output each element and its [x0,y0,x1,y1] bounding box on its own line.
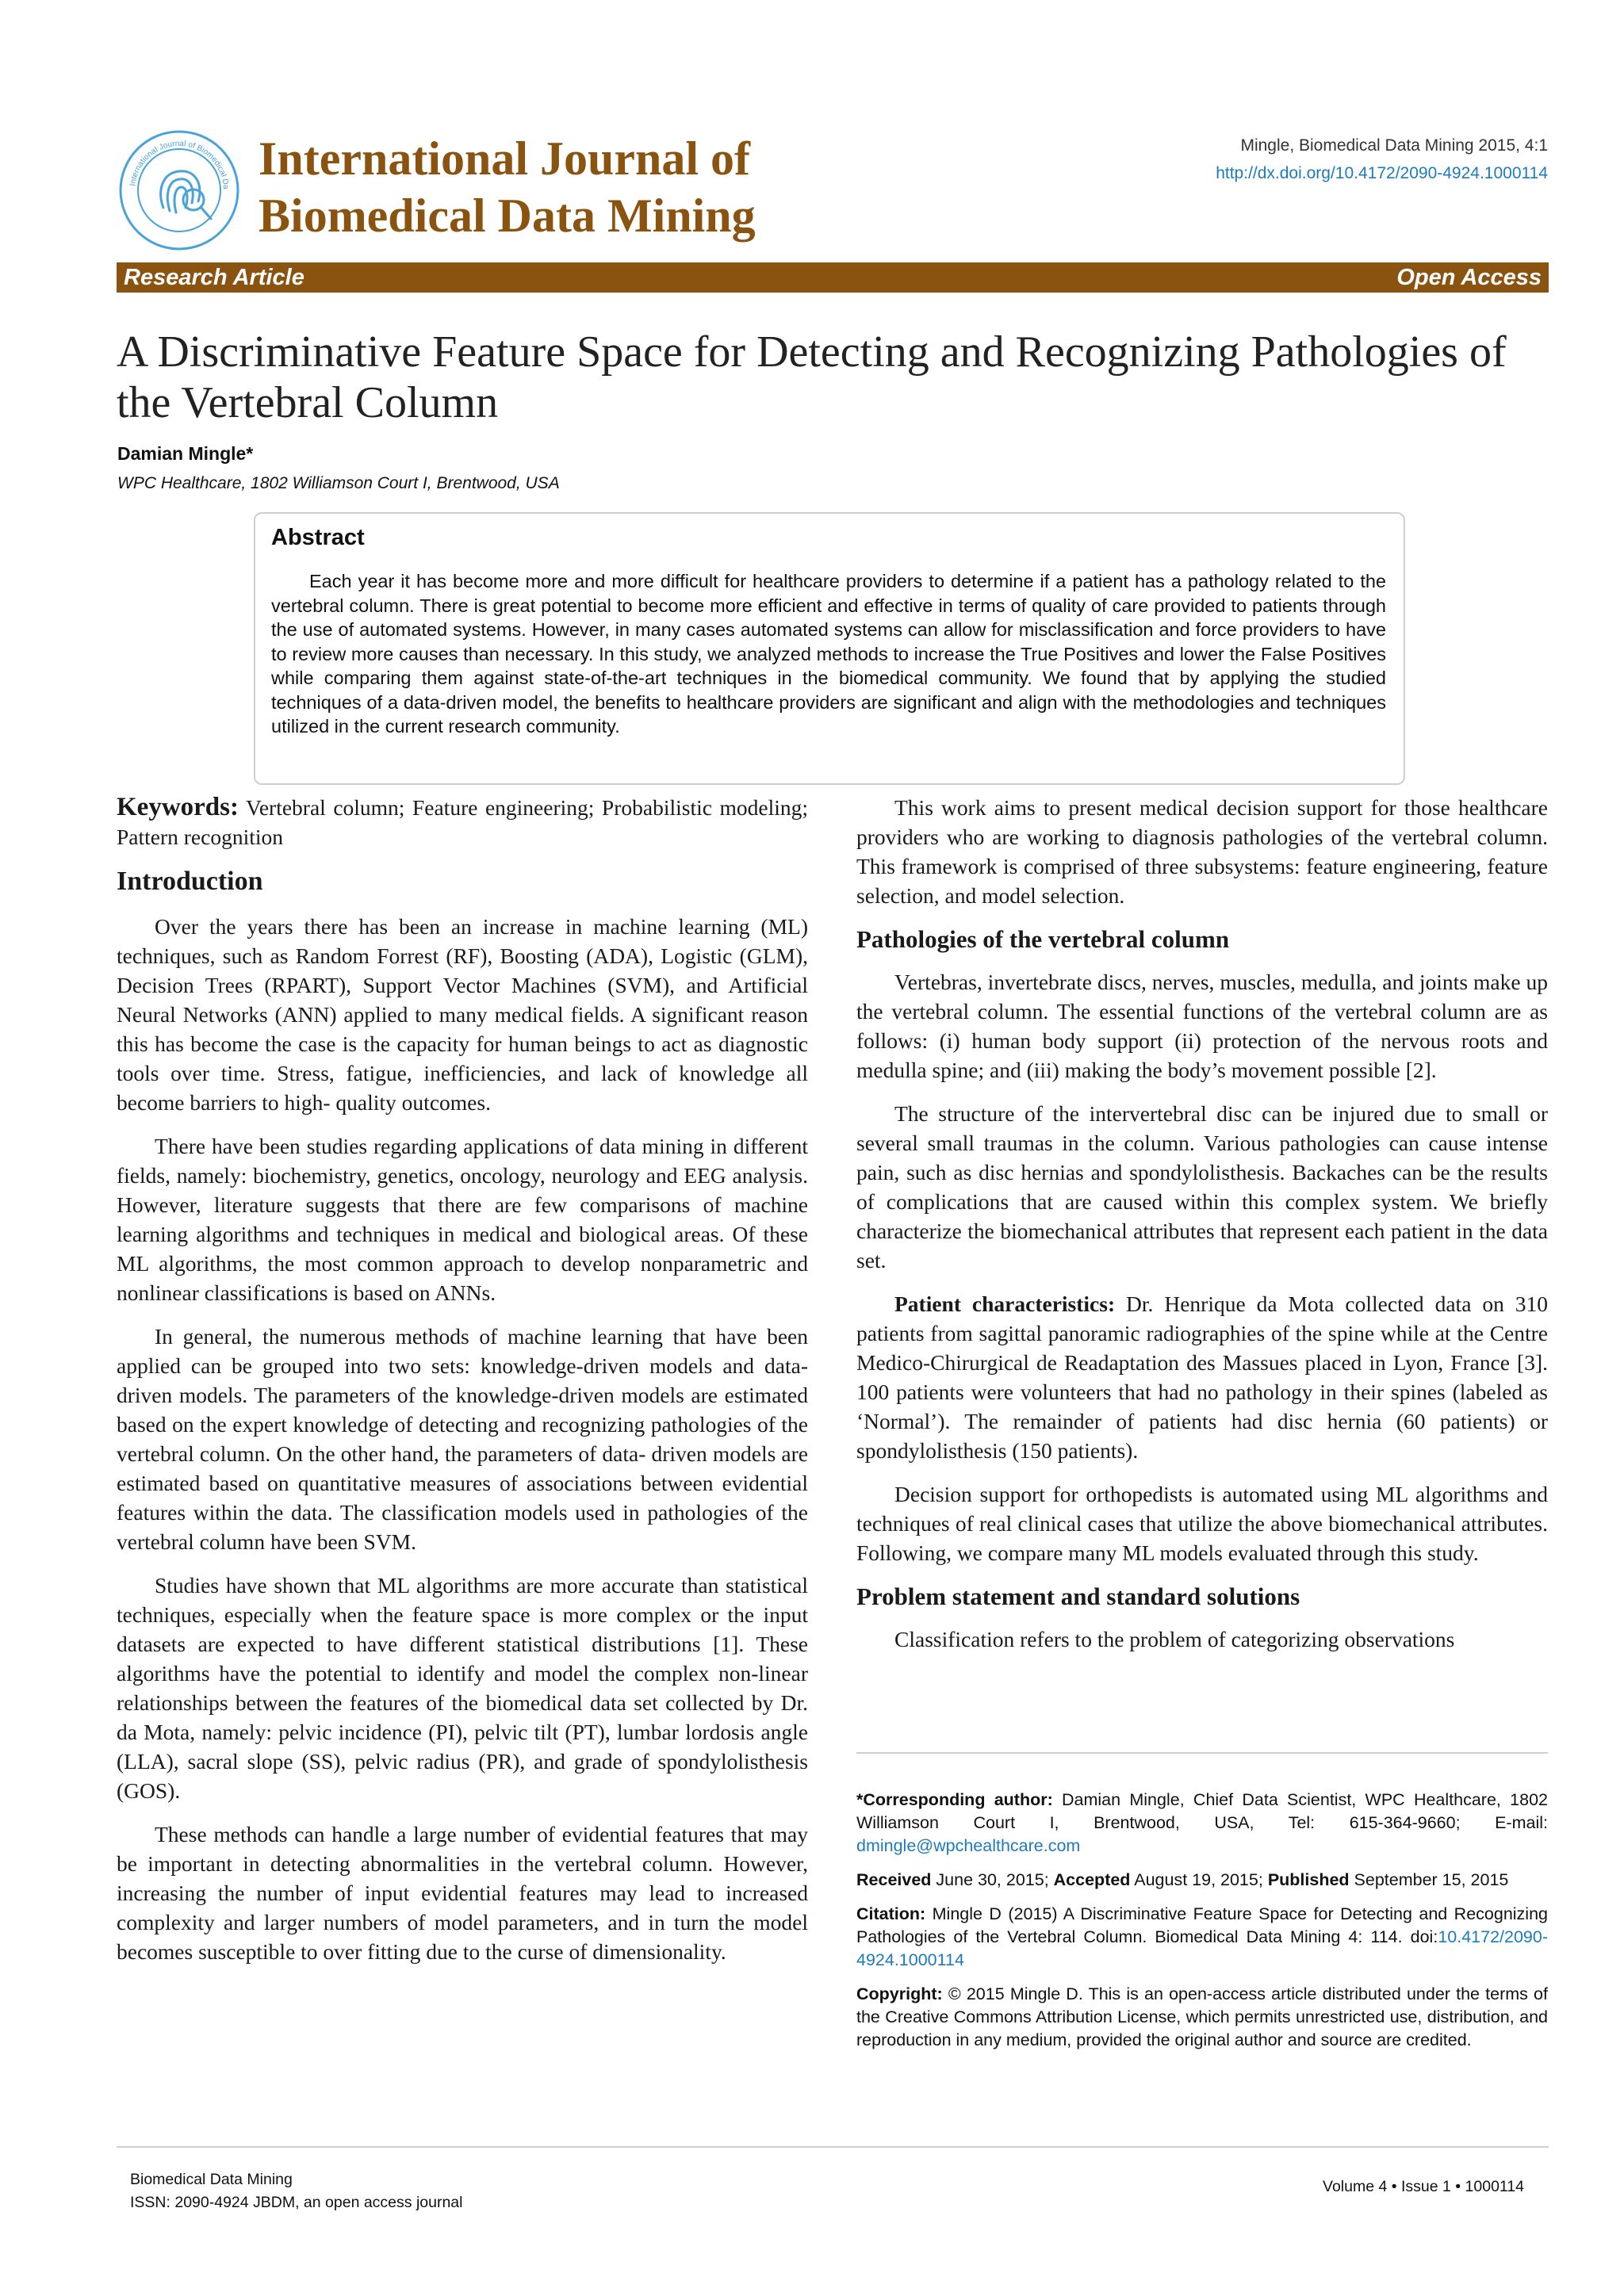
citation-block [856,1903,1548,1972]
intro-paragraph-2: There have been studies regarding applications of data mining in different fields, namely: biochemistry, genetics, oncology, neurology and EEG analysis. However, literature suggests that there are few comparisons of machine learning algorithms and techniques in medical and biological areas. Of these ML algorithms, the most common approach to develop nonparametric and nonlinear classifications is based on ANNs. [117,1134,808,1305]
article-dates [856,1869,1548,1892]
citation-label: Citation: [856,1904,926,1923]
intro-paragraph-4: Studies have shown that ML algorithms are more accurate than statistical techniques, especially when the feature space is more complex or the input datasets are expected to have different statistical distributions [1]. These algorithms have the potential to identify and model the complex non-linear relationships between the features of the biomedical data set collected by Dr. da Mota, namely: pelvic incidence (PI), pelvic tilt (PT), lumbar lordosis angle (LLA), sacral slope (SS), pelvic radius (PR), and grade of spondylolisthesis (GOS). [117,1573,808,1803]
doi-link[interactable]: http://dx.doi.org/10.4172/2090-4924.1000114 [1216,164,1548,182]
author-email-link[interactable]: dmingle@wpchealthcare.com [856,1836,1081,1855]
received-date: June 30, 2015; [936,1870,1049,1889]
footer-journal-name: Biomedical Data Mining [130,2171,293,2188]
journal-title-line2: Biomedical Data Mining [259,189,756,242]
author-name: Damian Mingle* [117,443,254,464]
open-access-label: Open Access [1396,265,1542,290]
pathologies-paragraph-1: Vertebras, invertebrate discs, nerves, muscles, medulla, and joints make up the vertebral column. The essential functions of the vertebral column are as follows: (i) human body support (ii) protection of the nervous roots and medulla spine; and (iii) making the body’s movement possible [2]. [856,970,1548,1082]
intro-paragraph-5: These methods can handle a large number of evidential features that may be important in detecting abnormalities in the vertebral column. However, increasing the number of input evidential features may lead to increased complexity and larger numbers of model parameters, and in turn the model becomes susceptible to over fitting due to the curse of dimensionality. [117,1822,808,1964]
footer-volume: Volume 4 • Issue 1 • 1000114 [1323,2178,1524,2195]
problem-statement-paragraph: Classification refers to the problem of categorizing observations [894,1627,1455,1651]
corresponding-author-label: *Corresponding author: [856,1790,1053,1809]
right-column [856,793,1548,1668]
accepted-label: Accepted [1053,1870,1131,1889]
footer-divider [117,2146,1549,2148]
keywords-label: Keywords: [117,793,239,821]
introduction-heading: Introduction [117,867,263,896]
received-label: Received [856,1870,932,1889]
citation-line: Mingle, Biomedical Data Mining 2015, 4:1 [1240,136,1548,155]
pathologies-paragraph-2: The structure of the intervertebral disc can be injured due to small or several small traumas in the column. Various pathologies can cause intense pain, such as disc hernias and spondylolisthesis. Backaches can be the results of complications that are caused within this complex system. We briefly characterize the biomechanical attributes that represent each patient in the data set. [856,1101,1548,1272]
footer-issn: ISSN: 2090-4924 JBDM, an open access journal [130,2194,463,2211]
logo-ring-text: International Journal of Biomedical Da [128,139,231,190]
abstract-box [254,512,1405,785]
article-title: A Discriminative Feature Space for Detecting and Recognizing Pathologies of the Vertebral Column [117,327,1507,427]
patient-characteristics-text: Dr. Henrique da Mota collected data on 310 patients from sagittal panoramic radiographies of the spine while at the Centre Medico-Chirurgical de Readaptation des Massues placed in Lyon, France [3]. 100 patients were volunteers that had no pathology in their spines (labeled as ‘Normal’). The remainder of patients had disc hernia (60 patients) or spondylolisthesis (150 patients). [856,1292,1548,1463]
article-footnote [856,1752,1548,2063]
intro-paragraph-3: In general, the numerous methods of machine learning that have been applied can be grouped into two sets: knowledge-driven models and data-driven models. The parameters of the knowledge-driven models are estimated based on the expert knowledge of detecting and recognizing pathologies of the vertebral column. On the other hand, the parameters of data- driven models are estimated based on quantitative measures of associations between evidential features within the data. The classification models used in pathologies of the vertebral column have been SVM. [117,1324,808,1554]
published-label: Published [1267,1870,1350,1889]
corresponding-author-text: Damian Mingle, Chief Data Scientist, WPC Healthcare, 1802 Williamson Court I, Brentwood, USA, Tel: 615-364-9660; E-mail: [856,1790,1548,1832]
aim-paragraph: This work aims to present medical decision support for those healthcare providers who are working to diagnosis pathologies of the vertebral column. This framework is comprised of three subsystems: feature engineering, feature selection, and model selection. [856,795,1548,908]
journal-logo [117,128,241,252]
left-column [117,793,808,1980]
copyright-text: © 2015 Mingle D. This is an open-access article distributed under the terms of the Creative Commons Attribution License, which permits unrestricted use, distribution, and reproduction in any medium, provided the original author and source are credited. [856,1984,1548,2049]
decision-support-paragraph: Decision support for orthopedists is automated using ML algorithms and techniques of real clinical cases that utilize the above biomechanical attributes. Following, we compare many ML models evaluated through this study. [856,1482,1548,1565]
abstract-heading: Abstract [271,525,365,550]
citation-text: Mingle D (2015) A Discriminative Feature Space for Detecting and Recognizing Pathologies of the Vertebral Column. Biomedical Data Mining 4: 114. doi: [856,1904,1548,1946]
published-date: September 15, 2015 [1354,1870,1509,1889]
journal-title [259,130,861,244]
citation-doi-link[interactable]: 10.4172/2090-4924.1000114 [856,1927,1548,1969]
journal-title-line1: International Journal of [259,132,751,185]
article-type-banner [117,262,1549,293]
patient-characteristics-label: Patient characteristics: [894,1292,1116,1316]
pathologies-heading: Pathologies of the vertebral column [856,925,1230,953]
copyright-label: Copyright: [856,1984,943,2003]
problem-statement-heading: Problem statement and standard solutions [856,1582,1300,1610]
corresponding-author [856,1789,1548,1858]
author-affiliation: WPC Healthcare, 1802 Williamson Court I, Brentwood, USA [117,474,560,492]
patient-characteristics-paragraph [856,1289,1548,1465]
copyright-block [856,1983,1548,2052]
intro-paragraph-1: Over the years there has been an increase in machine learning (ML) techniques, such as Random Forrest (RF), Boosting (ADA), Logistic (GLM), Decision Trees (RPART), Support Vector Machines (SVM), and Artificial Neural Networks (ANN) applied to many medical fields. A significant reason this has become the case is the capacity for human beings to act as diagnostic tools over time. Stress, fatigue, inefficiencies, and lack of knowledge all become barriers to high- quality outcomes. [117,914,808,1115]
accepted-date: August 19, 2015; [1134,1870,1263,1889]
research-article-label: Research Article [124,265,304,290]
keywords-text: Vertebral column; Feature engineering; Probabilistic modeling; Pattern recognition [117,795,808,849]
keywords [117,793,808,851]
abstract-text: Each year it has become more and more difficult for healthcare providers to determine if a patient has a pathology related to the vertebral column. There is great potential to become more efficient and effective in terms of quality of care provided to patients through the use of automated systems. However, in many cases automated systems can allow for misclassification and force providers to have to review more causes than necessary. In this study, we analyzed methods to increase the True Positives and lower the False Positives while comparing them against state-of-the-art techniques in the biomedical community. We found that by applying the studied techniques of a data-driven model, the benefits to healthcare providers are significant and align with the methodologies and techniques utilized in the current research community. [271,571,1386,737]
